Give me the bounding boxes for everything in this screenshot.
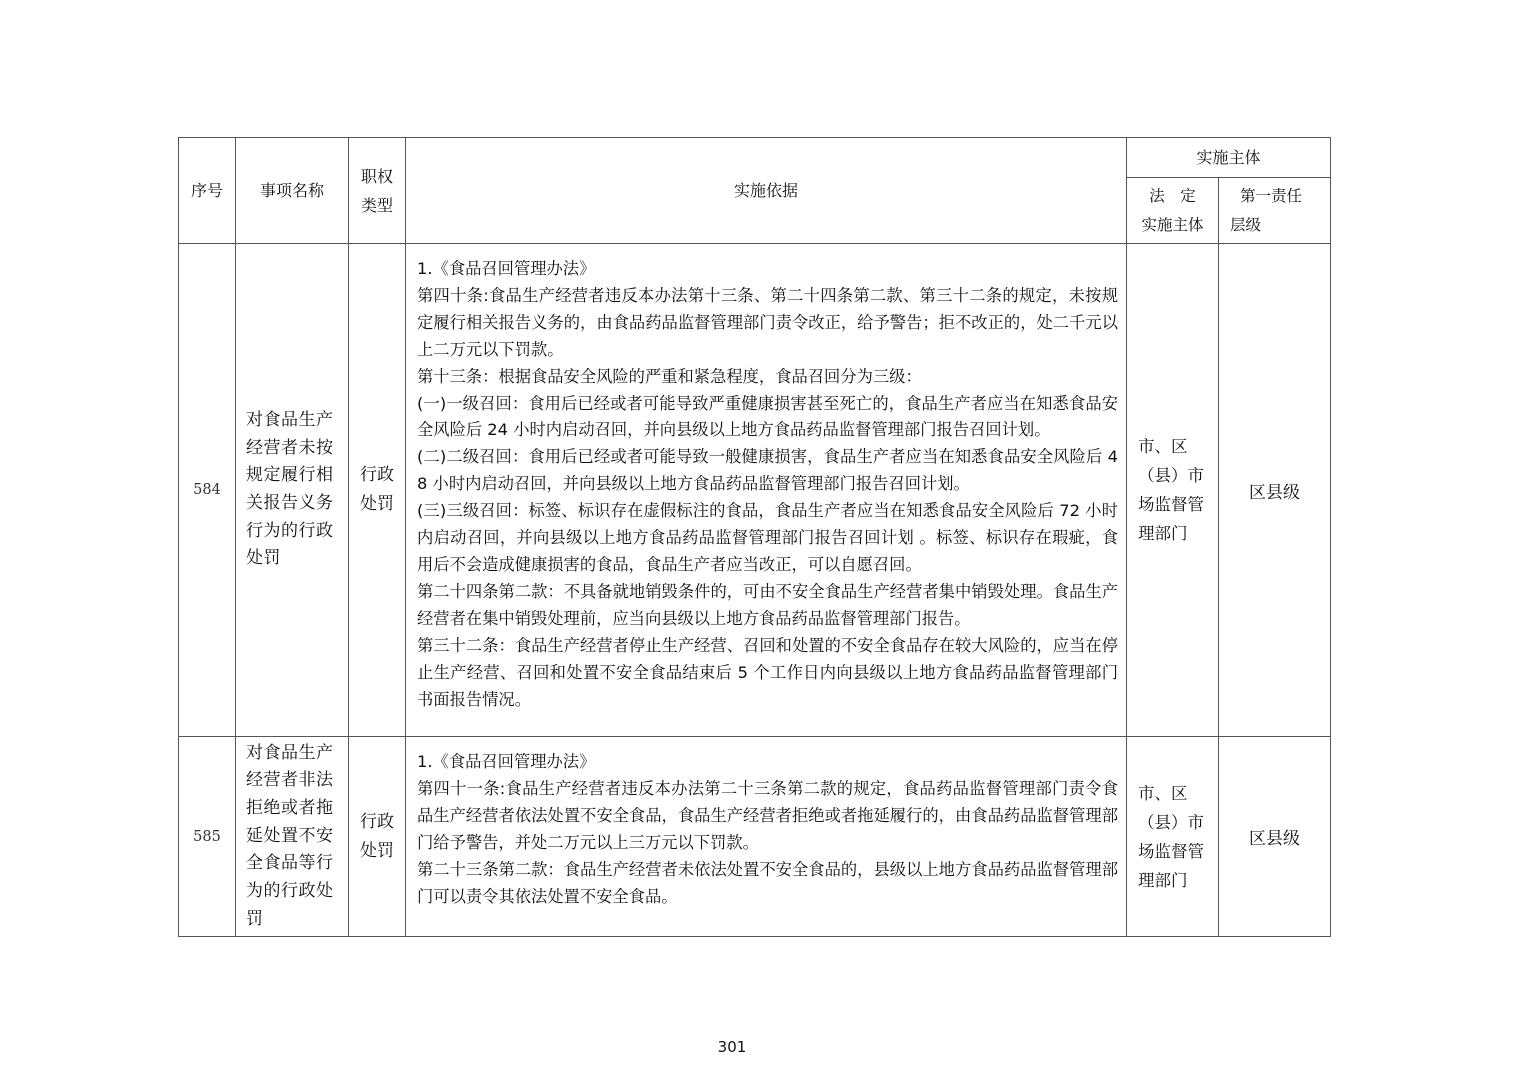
basis-paragraph: (三)三级召回：标签、标识存在虚假标注的食品，食品生产者应当在知悉食品安全风险后 72 小时内启动召回，并向县级以上地方食品药品监督管理部门报告召回计划 。标签、标识存在瑕疵，食用后不会造成健康损害的食品，食品生产者应当改正，可以自愿召回。 xyxy=(417,501,1118,574)
table-row xyxy=(179,737,1331,937)
basis-paragraph: 第四十条:食品生产经营者违反本办法第十三条、第二十四条第二款、第三十二条的规定，未按规定履行相关报告义务的，由食品药品监督管理部门责令改正，给予警告；拒不改正的，处二千元以上二万元以下罚款。 xyxy=(417,285,1118,359)
row-basis xyxy=(406,244,1127,737)
header-legal-subject-line1: 法 定 xyxy=(1149,186,1196,205)
basis-paragraph: (一)一级召回：食用后已经或者可能导致严重健康损害甚至死亡的，食品生产者应当在知悉食品安全风险后 24 小时内启动召回，并向县级以上地方食品药品监督管理部门报告召回计划。 xyxy=(417,393,1118,440)
row-responsibility-level: 区县级 xyxy=(1219,244,1331,737)
header-responsibility-line1: 第一责任 xyxy=(1240,186,1303,205)
header-item-name xyxy=(236,138,349,244)
page-number: 301 xyxy=(717,1038,747,1056)
row-basis xyxy=(406,737,1127,937)
header-legal-subject xyxy=(1127,178,1219,244)
row-responsibility-level: 区县级 xyxy=(1219,737,1331,937)
row-seq: 584 xyxy=(179,244,236,737)
row-seq: 585 xyxy=(179,737,236,937)
header-item-name-label: 事项名称 xyxy=(259,181,324,200)
header-power-type-line1: 职权 xyxy=(360,166,393,186)
basis-paragraph: (二)二级召回：食用后已经或者可能导致一般健康损害，食品生产者应当在知悉食品安全风险后 48 小时内启动召回，并向县级以上地方食品药品监督管理部门报告召回计划。 xyxy=(417,447,1118,494)
header-subject-group xyxy=(1127,138,1331,178)
table-row xyxy=(179,244,1331,737)
header-power-type-line2: 类型 xyxy=(360,195,393,215)
row-power-type: 行政处罚 xyxy=(349,244,406,737)
basis-paragraph: 1.《食品召回管理办法》 xyxy=(417,259,596,278)
basis-paragraph: 1.《食品召回管理办法》 xyxy=(417,752,596,771)
header-responsibility-level xyxy=(1219,178,1331,244)
basis-paragraph: 第二十四条第二款：不具备就地销毁条件的，可由不安全食品生产经营者集中销毁处理。食品生产经营者在集中销毁处理前，应当向县级以上地方食品药品监督管理部门报告。 xyxy=(417,581,1118,628)
basis-paragraph: 第二十三条第二款：食品生产经营者未依法处置不安全食品的，县级以上地方食品药品监督管理部门可以责令其依法处置不安全食品。 xyxy=(417,859,1118,906)
basis-paragraph: 第三十二条：食品生产经营者停止生产经营、召回和处置的不安全食品存在较大风险的，应当在停止生产经营、召回和处置不安全食品结束后 5 个工作日内向县级以上地方食品药品监督管理部门书面报告情况。 xyxy=(417,635,1118,709)
header-power-type xyxy=(349,138,406,244)
row-item-name: 对食品生产经营者非法拒绝或者拖延处置不安全食品等行为的行政处罚 xyxy=(236,737,349,937)
header-legal-subject-line2: 实施主体 xyxy=(1141,215,1204,234)
header-seq-label: 序号 xyxy=(190,181,223,200)
header-responsibility-line2: 层级 xyxy=(1230,215,1262,234)
header-seq xyxy=(179,138,236,244)
header-basis-label: 实施依据 xyxy=(733,181,798,200)
header-basis xyxy=(406,138,1127,244)
header-subject-group-label: 实施主体 xyxy=(1196,148,1261,167)
basis-paragraph: 第四十一条:食品生产经营者违反本办法第二十三条第二款的规定，食品药品监督管理部门责令食品生产经营者依法处置不安全食品，食品生产经营者拒绝或者拖延履行的，由食品药品监督管理部门给予警告，并处二万元以上三万元以下罚款。 xyxy=(417,778,1118,852)
enforcement-items-table xyxy=(178,137,1331,937)
row-legal-subject: 市、区（县）市场监督管理部门 xyxy=(1127,244,1219,737)
row-power-type: 行政处罚 xyxy=(349,737,406,937)
row-item-name: 对食品生产经营者未按规定履行相关报告义务行为的行政处罚 xyxy=(236,244,349,737)
row-legal-subject: 市、区（县）市场监督管理部门 xyxy=(1127,737,1219,937)
basis-paragraph: 第十三条：根据食品安全风险的严重和紧急程度，食品召回分为三级： xyxy=(417,366,922,386)
